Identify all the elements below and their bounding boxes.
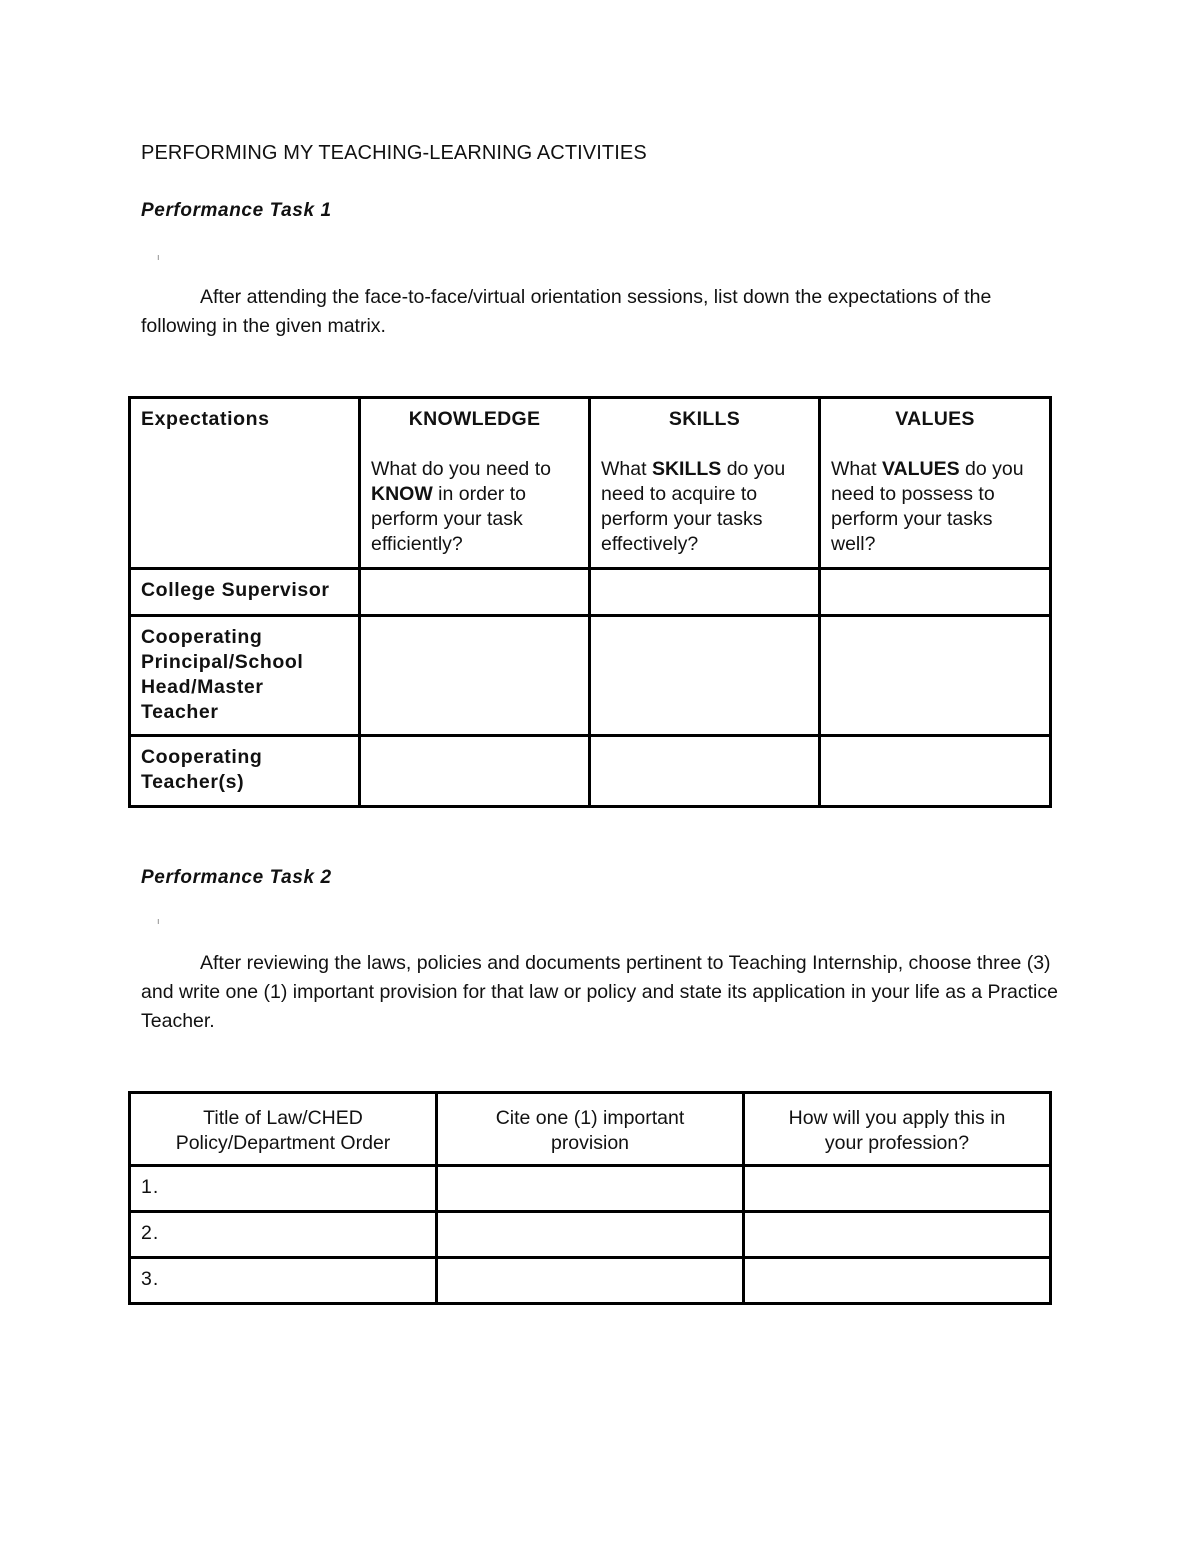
table-row [130,1212,1051,1258]
provision-input-cell[interactable] [437,1166,744,1212]
provision-input-cell[interactable] [437,1212,744,1258]
application-input-cell[interactable] [744,1212,1051,1258]
application-input-cell[interactable] [744,1258,1051,1304]
provision-input-cell[interactable] [437,1258,744,1304]
knowledge-header-cell [360,398,590,569]
skills-input-cell[interactable] [590,569,820,616]
task2-heading: Performance Task 2 [141,867,332,888]
law-title-input-cell[interactable]: 1. [130,1166,437,1212]
application-input-cell[interactable] [744,1166,1051,1212]
expectations-header-row [130,398,1051,569]
table-row [130,616,1051,736]
law-title-header: Title of Law/CHED Policy/Department Order [130,1093,437,1166]
values-input-cell[interactable] [820,569,1051,616]
application-header: How will you apply this in your profession? [744,1093,1051,1166]
skills-question: What SKILLS do you need to acquire to perform your tasks effectively? [601,458,786,555]
skills-input-cell[interactable] [590,616,820,736]
table-row [130,1258,1051,1304]
expectations-table [128,396,1052,808]
values-input-cell[interactable] [820,616,1051,736]
skills-heading: SKILLS [668,408,741,430]
values-question: What VALUES do you need to possess to perform your tasks well? [831,458,1024,555]
table-row [130,736,1051,807]
task2-instruction: After reviewing the laws, policies and documents pertinent to Teaching Internship, choose three (3) and write one (1) important provision for that law or policy and state its application in your life as a Practice Teacher. [141,952,1058,1032]
task1-tick-mark: ı [157,252,160,262]
knowledge-input-cell[interactable] [360,569,590,616]
values-heading: VALUES [895,408,975,430]
knowledge-input-cell[interactable] [360,736,590,807]
skills-input-cell[interactable] [590,736,820,807]
knowledge-question: What do you need to KNOW in order to perform your task efficiently? [371,458,551,555]
task2-tick-mark: ı [157,916,160,926]
provision-header: Cite one (1) important provision [437,1093,744,1166]
skills-header-cell [590,398,820,569]
values-header-cell [820,398,1051,569]
table-row [130,569,1051,616]
law-title-input-cell[interactable]: 2. [130,1212,437,1258]
page-title: PERFORMING MY TEACHING-LEARNING ACTIVITIES [141,142,647,164]
expectations-label: Expectations [141,408,270,430]
row-label-cooperating-principal: Cooperating Principal/School Head/Master Teacher [130,616,360,736]
row-label-cooperating-teacher: Cooperating Teacher(s) [130,736,360,807]
law-title-input-cell[interactable]: 3. [130,1258,437,1304]
row-label-college-supervisor: College Supervisor [130,569,360,616]
task1-instruction: After attending the face-to-face/virtual orientation sessions, list down the expectations of the following in the given matrix. [141,286,992,337]
knowledge-heading: KNOWLEDGE [408,408,541,430]
law-provisions-table [128,1091,1052,1305]
values-input-cell[interactable] [820,736,1051,807]
table-row [130,1166,1051,1212]
expectations-corner-cell [130,398,360,569]
task1-heading: Performance Task 1 [141,200,332,221]
knowledge-input-cell[interactable] [360,616,590,736]
law-provisions-header-row [130,1093,1051,1166]
